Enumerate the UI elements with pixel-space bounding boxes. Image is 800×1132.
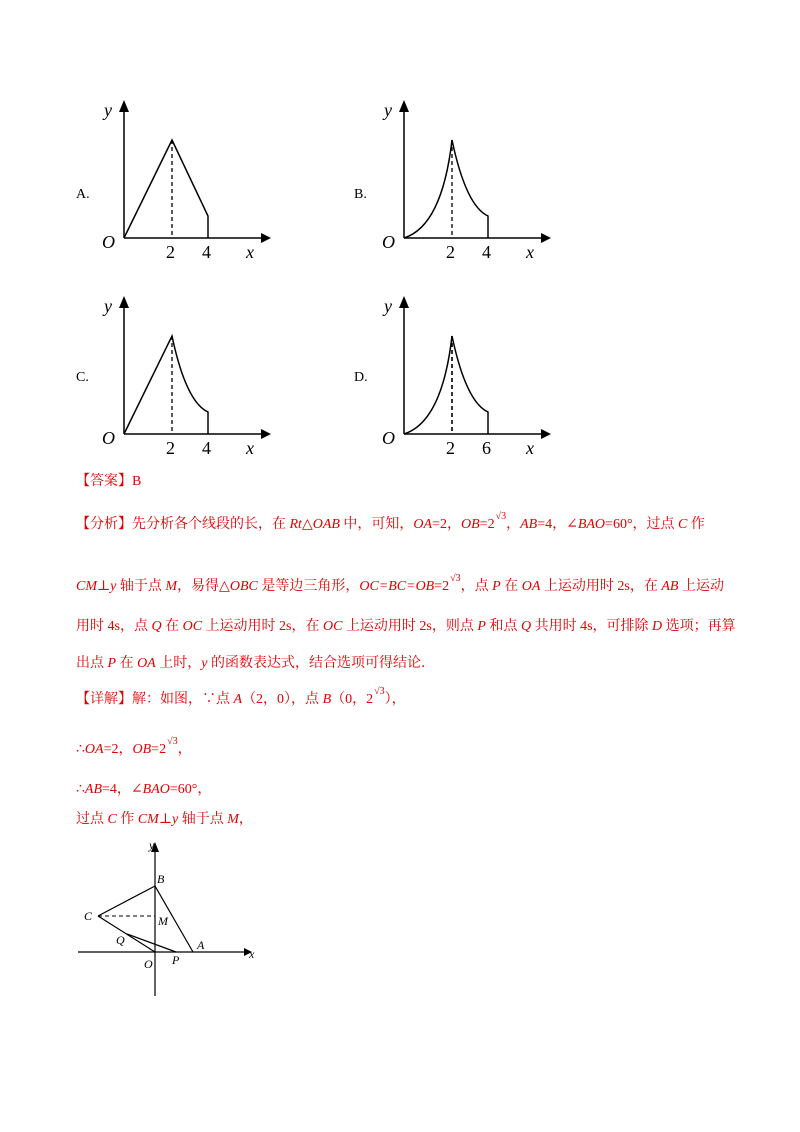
text: ， <box>238 812 253 827</box>
x-axis-label: x <box>526 438 534 454</box>
text: y <box>172 812 179 827</box>
x-tick-label: 2 <box>446 438 455 454</box>
text: 上运动用时 2s，在 <box>540 579 662 594</box>
text: OA <box>521 579 541 594</box>
text: 解：如图，∵点 <box>132 692 234 707</box>
text: CM <box>76 579 97 594</box>
detail-line-3 <box>76 778 211 798</box>
text: ⊥ <box>158 812 173 827</box>
text: BAO <box>577 517 606 532</box>
text: A <box>233 692 243 707</box>
analysis-line-2 <box>76 575 724 595</box>
text: 的函数表达式，结合选项可得结论． <box>207 656 435 671</box>
text: ，点 <box>460 579 493 594</box>
text: ⊥ <box>97 579 111 594</box>
option-c-graph <box>96 294 276 454</box>
origin-label: O <box>102 428 115 448</box>
text: BAO <box>142 782 170 797</box>
text: ， <box>506 517 521 532</box>
text: 在 <box>500 579 522 594</box>
x-tick-label: 2 <box>166 438 175 454</box>
text: y <box>201 656 208 671</box>
text: OC <box>322 619 343 634</box>
text: 轴于点 <box>178 812 228 827</box>
text: Q <box>151 619 162 634</box>
option-b-graph <box>376 98 556 258</box>
text: =2， <box>103 742 133 757</box>
answer-line <box>76 470 141 490</box>
text: D <box>652 619 663 634</box>
x-axis-label: x <box>249 947 255 961</box>
text: P <box>492 579 501 594</box>
text: 上运动用时 2s，在 <box>202 619 323 634</box>
text: 在 <box>161 619 183 634</box>
text: OC <box>182 619 203 634</box>
point-m-label: M <box>158 914 168 928</box>
origin-label: O <box>102 232 115 252</box>
text: M <box>165 579 178 594</box>
text: 中，可知， <box>339 517 414 532</box>
text: ∴ <box>76 742 85 757</box>
point-c-label: C <box>84 909 93 923</box>
text: y <box>110 579 117 594</box>
text: OA <box>413 517 433 532</box>
text: Q <box>520 619 532 634</box>
text: 轴于点 <box>116 579 166 594</box>
sqrt3: √3 <box>450 573 461 584</box>
text: ）， <box>384 692 406 707</box>
x-tick-label: 4 <box>202 242 211 258</box>
point-b-label: B <box>157 872 165 886</box>
text: CM <box>137 812 159 827</box>
text: OA <box>137 656 156 671</box>
option-a-label: A. <box>76 187 90 202</box>
text: （0，2 <box>331 692 374 707</box>
x-tick-label: 2 <box>446 242 455 258</box>
text: 上运动 <box>678 579 724 594</box>
y-axis-label: y <box>384 100 392 120</box>
text: 出点 <box>76 656 108 671</box>
text: 选项；再算 <box>662 619 736 634</box>
text: 作 <box>687 517 705 532</box>
text: B <box>322 692 332 707</box>
text: =4，∠ <box>537 517 578 532</box>
text: OC=BC=OB <box>359 579 435 594</box>
detail-tag: 【详解】 <box>76 692 132 707</box>
text: ∴ <box>76 782 85 797</box>
origin-label: O <box>382 232 395 252</box>
text: OB <box>461 517 480 532</box>
text: ，易得△ <box>177 579 230 594</box>
text: =2， <box>432 517 461 532</box>
text: AB <box>661 579 679 594</box>
sqrt3: √3 <box>167 736 178 747</box>
text: M <box>227 812 239 827</box>
text: 上时， <box>155 656 202 671</box>
analysis-line-3 <box>76 615 736 635</box>
x-tick-label: 4 <box>202 438 211 454</box>
sqrt3: √3 <box>495 511 507 522</box>
text: 和点 <box>485 619 521 634</box>
text: =2 <box>479 517 495 532</box>
text: Rt△OAB <box>289 517 340 532</box>
detail-line-1 <box>76 688 406 708</box>
text: C <box>107 812 117 827</box>
text: （2，0），点 <box>242 692 323 707</box>
x-tick-label: 2 <box>166 242 175 258</box>
y-axis-label: y <box>104 296 112 316</box>
point-q-label: Q <box>116 933 125 947</box>
text: AB <box>84 782 103 797</box>
option-c-label: C. <box>76 370 89 385</box>
text: =2 <box>151 742 167 757</box>
text: P <box>107 656 117 671</box>
analysis-line-4 <box>76 652 435 672</box>
text: 共用时 4s，可排除 <box>531 619 653 634</box>
y-axis-label: y <box>384 296 392 316</box>
option-d-label: D. <box>354 370 368 385</box>
analysis-tag: 【分析】 <box>76 517 132 532</box>
x-axis-label: x <box>246 438 254 454</box>
option-d-graph <box>376 294 556 454</box>
text: 先分析各个线段的长，在 <box>132 517 290 532</box>
option-b-label: B. <box>354 187 367 202</box>
x-tick-label: 4 <box>482 242 491 258</box>
text: OB <box>132 742 152 757</box>
x-axis-label: x <box>526 242 534 258</box>
text: 用时 4s，点 <box>76 619 152 634</box>
text: OBC <box>229 579 258 594</box>
x-axis-label: x <box>246 242 254 258</box>
text: 过点 <box>76 812 108 827</box>
text: 在 <box>116 656 138 671</box>
sqrt3: √3 <box>374 686 385 697</box>
y-axis-label: y <box>149 838 155 852</box>
text: 作 <box>116 812 138 827</box>
text: AB <box>520 517 538 532</box>
point-a-label: A <box>197 938 205 952</box>
text: =4，∠ <box>102 782 143 797</box>
origin-label: O <box>382 428 395 448</box>
text: C <box>678 517 688 532</box>
text: 是等边三角形， <box>257 579 360 594</box>
text: =60°，过点 <box>605 517 679 532</box>
analysis-line-1 <box>76 513 705 533</box>
point-o-label: O <box>144 957 153 971</box>
answer-tag: 【答案】 <box>76 474 132 489</box>
text: =2 <box>434 579 450 594</box>
text: ， <box>177 742 192 757</box>
text: P <box>477 619 486 634</box>
text: =60°， <box>169 782 212 797</box>
detail-line-4 <box>76 808 253 828</box>
point-p-label: P <box>172 953 180 967</box>
text: 上运动用时 2s，则点 <box>342 619 478 634</box>
y-axis-label: y <box>104 100 112 120</box>
geometry-figure <box>72 836 272 998</box>
text: OA <box>84 742 104 757</box>
answer-value: B <box>132 474 142 489</box>
x-tick-label: 6 <box>482 438 491 454</box>
option-a-graph <box>96 98 276 258</box>
detail-line-2 <box>76 738 192 758</box>
